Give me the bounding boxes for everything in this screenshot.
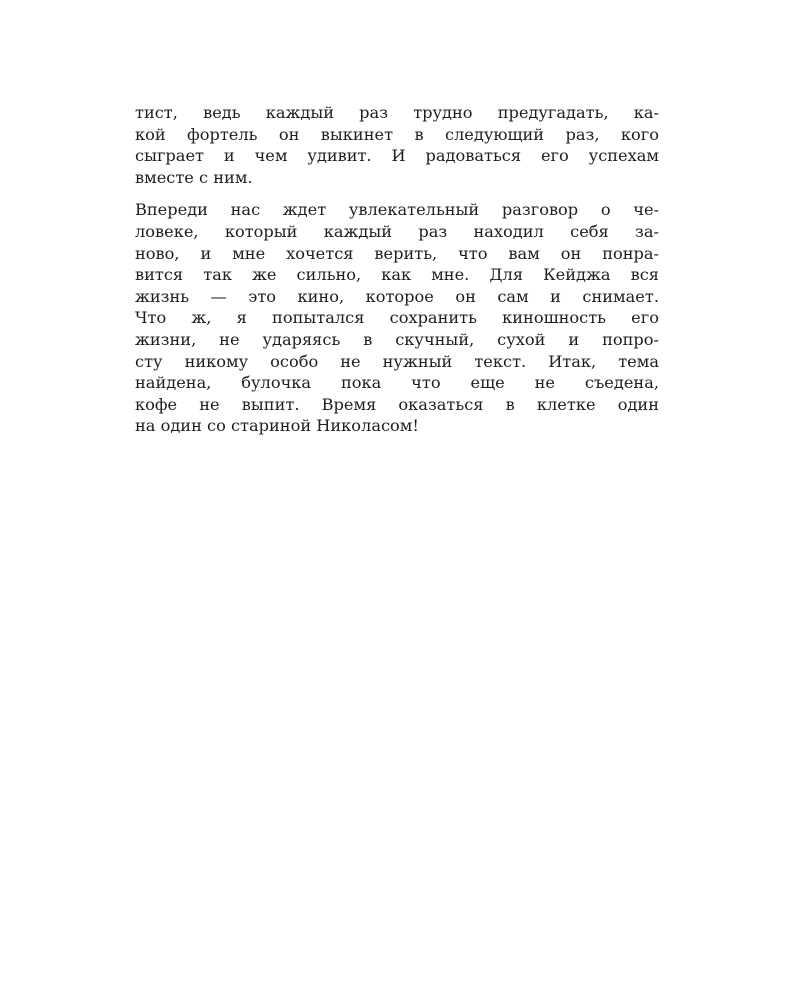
text-line: вится так же сильно, как мне. Для Кейджа вся	[135, 265, 659, 285]
text-line: ловеке, который каждый раз находил себя за-	[135, 221, 659, 241]
text-line: найдена, булочка пока что еще не съедена,	[135, 373, 659, 393]
text-line: Что ж, я попытался сохранить киношность его	[135, 308, 659, 328]
text-line: ново, и мне хочется верить, что вам он понра-	[135, 243, 659, 263]
text-line: на один со стариной Николасом!	[135, 416, 419, 436]
text-line: кофе не выпит. Время оказаться в клетке один	[135, 394, 659, 414]
paragraph-2	[135, 199, 659, 437]
paragraph-1	[135, 102, 659, 188]
text-line: сту никому особо не нужный текст. Итак, тема	[135, 351, 659, 371]
text-line: Впереди нас ждет увлекательный разговор о че-	[135, 200, 659, 220]
book-page	[135, 102, 659, 437]
text-line: кой фортель он выкинет в следующий раз, кого	[135, 124, 659, 144]
text-line: сыграет и чем удивит. И радоваться его успехам	[135, 146, 659, 166]
text-line: жизни, не ударяясь в скучный, сухой и попро-	[135, 329, 659, 349]
text-line: жизнь — это кино, которое он сам и снимает.	[135, 286, 659, 306]
text-line: тист, ведь каждый раз трудно предугадать, ка-	[135, 103, 659, 122]
text-line: вместе с ним.	[135, 167, 253, 187]
